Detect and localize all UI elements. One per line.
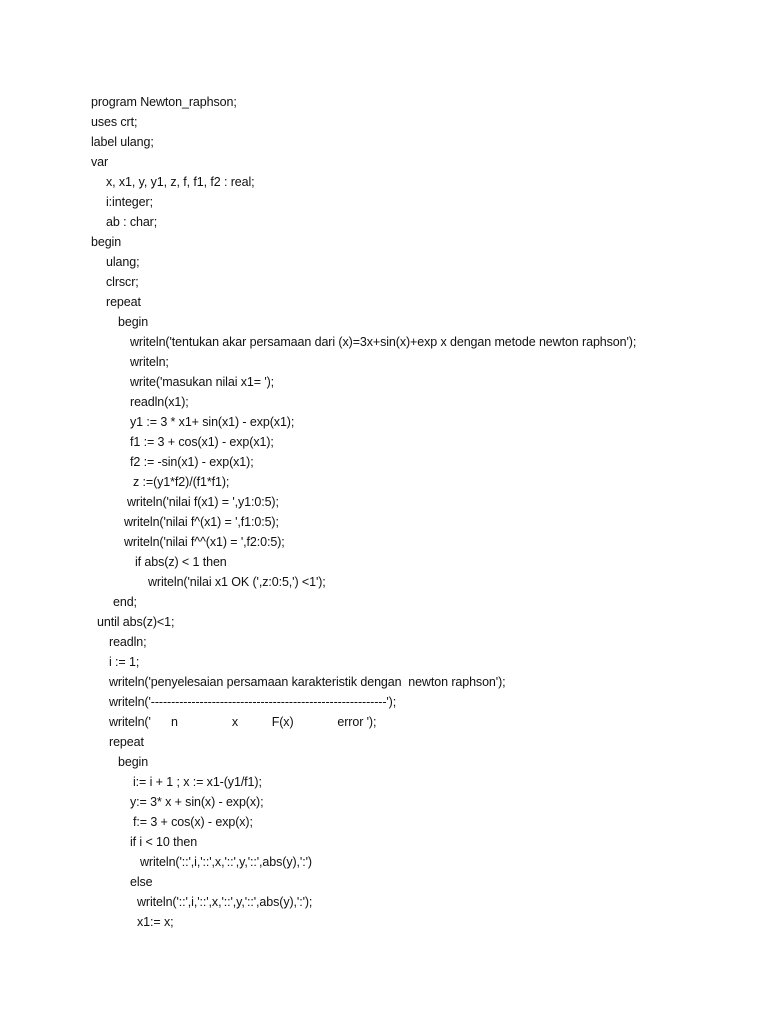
code-line: repeat (106, 295, 141, 309)
code-line: writeln('----------------------------------------------------------'); (109, 695, 397, 709)
code-line: readln; (109, 635, 147, 649)
code-line: writeln('nilai x1 OK (',z:0:5,') <1'); (148, 575, 326, 589)
code-line: y1 := 3 * x1+ sin(x1) - exp(x1); (130, 415, 295, 429)
code-line: begin (91, 235, 122, 249)
code-line: clrscr; (106, 275, 139, 289)
code-line: writeln; (130, 355, 169, 369)
code-line: f:= 3 + cos(x) - exp(x); (133, 815, 253, 829)
code-line: writeln('::',i,'::',x,'::',y,'::',abs(y),':'); (137, 895, 313, 909)
code-line: writeln('tentukan akar persamaan dari (x)=3x+sin(x)+exp x dengan metode newton raphson'); (130, 335, 637, 349)
code-line: writeln('penyelesaian persamaan karakteristik dengan newton raphson'); (109, 675, 506, 689)
code-line: uses crt; (91, 115, 138, 129)
code-line: y:= 3* x + sin(x) - exp(x); (130, 795, 264, 809)
code-line: writeln('nilai f^^(x1) = ',f2:0:5); (124, 535, 285, 549)
code-line: writeln('::',i,'::',x,'::',y,'::',abs(y),':') (140, 855, 312, 869)
code-line: until abs(z)<1; (97, 615, 175, 629)
code-line: writeln('nilai f(x1) = ',y1:0:5); (127, 495, 279, 509)
code-line: z :=(y1*f2)/(f1*f1); (133, 475, 230, 489)
code-line: end; (113, 595, 137, 609)
code-line: i:= i + 1 ; x := x1-(y1/f1); (133, 775, 262, 789)
code-line: writeln(' n x F(x) error '); (109, 715, 377, 729)
code-line: if i < 10 then (130, 835, 198, 849)
code-line: i:integer; (106, 195, 153, 209)
code-line: f1 := 3 + cos(x1) - exp(x1); (130, 435, 274, 449)
code-line: repeat (109, 735, 144, 749)
code-line: i := 1; (109, 655, 140, 669)
code-line: program Newton_raphson; (91, 95, 237, 109)
code-line: begin (118, 315, 149, 329)
code-line: writeln('nilai f^(x1) = ',f1:0:5); (124, 515, 279, 529)
code-line: ulang; (106, 255, 140, 269)
code-line: if abs(z) < 1 then (135, 555, 227, 569)
code-line: write('masukan nilai x1= '); (130, 375, 275, 389)
code-line: var (91, 155, 109, 169)
code-line: f2 := -sin(x1) - exp(x1); (130, 455, 254, 469)
code-line: else (130, 875, 153, 889)
code-line: x1:= x; (137, 915, 174, 929)
code-line: begin (118, 755, 149, 769)
code-line: x, x1, y, y1, z, f, f1, f2 : real; (106, 175, 255, 189)
code-line: readln(x1); (130, 395, 189, 409)
code-line: label ulang; (91, 135, 154, 149)
code-line: ab : char; (106, 215, 158, 229)
